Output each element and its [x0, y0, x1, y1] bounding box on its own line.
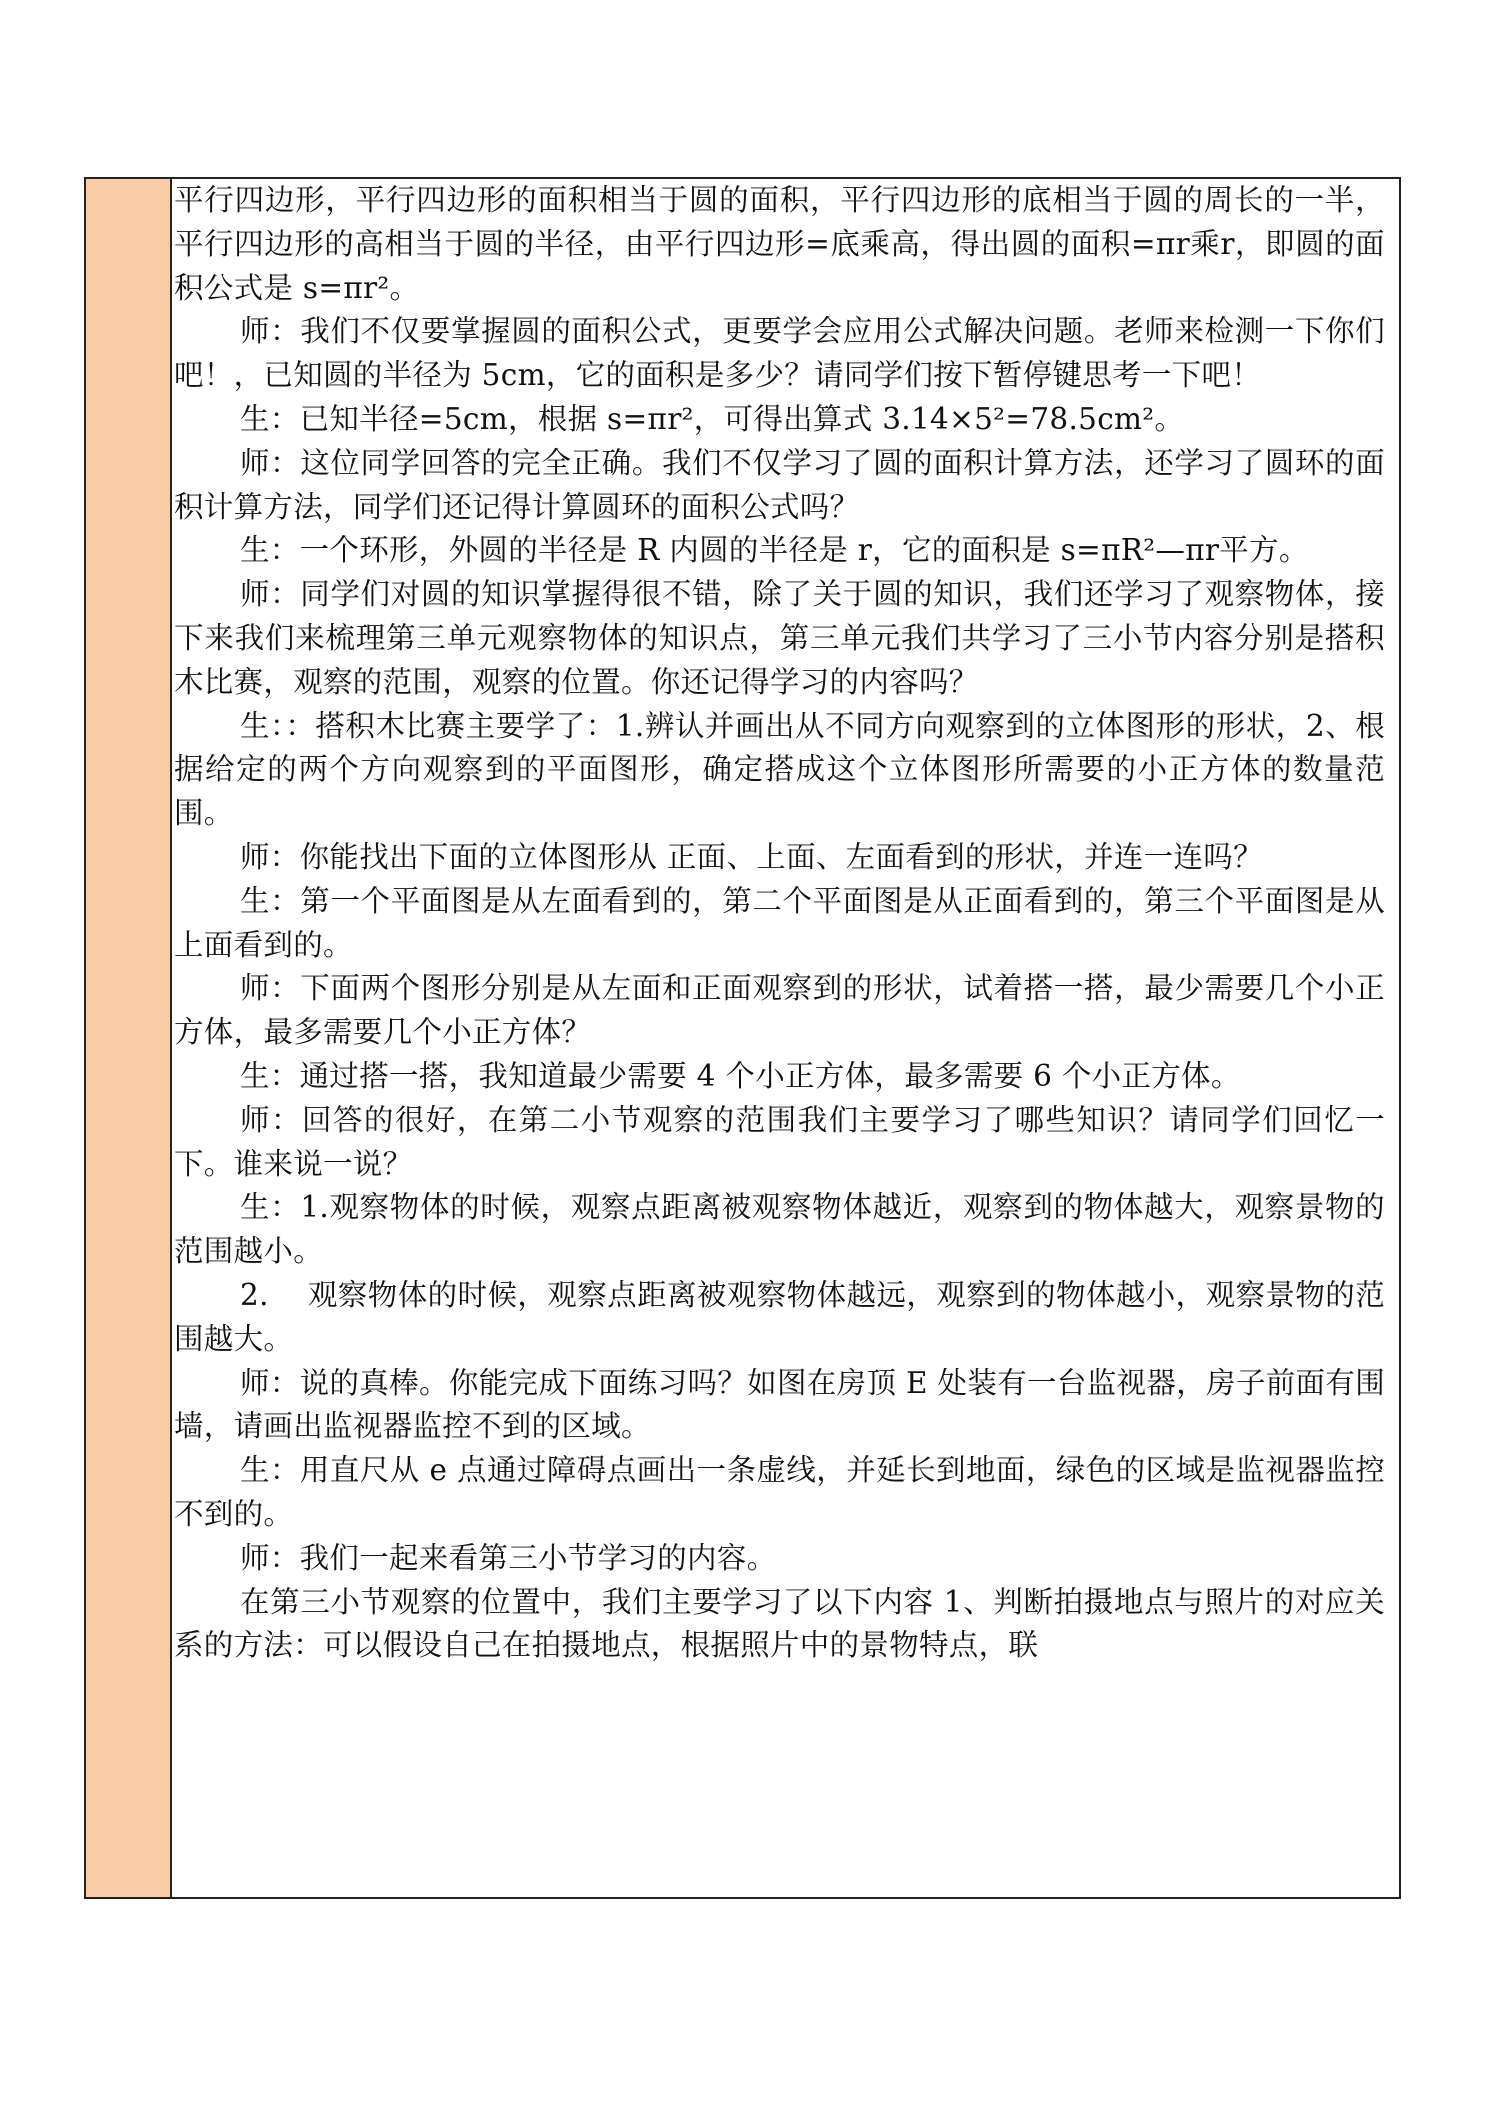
paragraph: 师：我们不仅要掌握圆的面积公式，更要学会应用公式解决问题。老师来检测一下你们吧！，已知圆的半径为 5cm，它的面积是多少？请同学们按下暂停键思考一下吧！ [174, 314, 1385, 393]
paragraph: 师：说的真棒。你能完成下面练习吗？如图在房顶 E 处装有一台监视器，房子前面有围墙，请画出监视器监控不到的区域。 [174, 1365, 1385, 1444]
paragraph: 生：第一个平面图是从左面看到的，第二个平面图是从正面看到的，第三个平面图是从上面看到的。 [174, 883, 1385, 962]
paragraph: 师：下面两个图形分别是从左面和正面观察到的形状，试着搭一搭，最少需要几个小正方体，最多需要几个小正方体？ [174, 971, 1385, 1050]
paragraph: 师：这位同学回答的完全正确。我们不仅学习了圆的面积计算方法，还学习了圆环的面积计算方法，同学们还记得计算圆环的面积公式吗？ [174, 445, 1385, 524]
paragraph: 生：用直尺从 e 点通过障碍点画出一条虚线，并延长到地面，绿色的区域是监视器监控不到的。 [174, 1453, 1385, 1531]
paragraph: 生：一个环形，外圆的半径是 R 内圆的半径是 r，它的面积是 s=πR²—πr平方。 [240, 533, 1309, 568]
paragraph: 平行四边形，平行四边形的面积相当于圆的面积，平行四边形的底相当于圆的周长的一半，平行四边形的高相当于圆的半径，由平行四边形=底乘高，得出圆的面积=πr乘r，即圆的面积公式是 s=πr²。 [174, 183, 1385, 305]
paragraph: 2. 观察物体的时候，观察点距离被观察物体越远，观察到的物体越小，观察景物的范围越大。 [174, 1277, 1385, 1356]
paragraph: 生：：搭积木比赛主要学了：1.辨认并画出从不同方向观察到的立体图形的形状，2、根据给定的两个方向观察到的平面图形，确定搭成这个立体图形所需要的小正方体的数量范围。 [174, 708, 1385, 831]
paragraph: 师：你能找出下面的立体图形从 正面、上面、左面看到的形状，并连一连吗？ [240, 839, 1263, 874]
paragraph: 师：回答的很好，在第二小节观察的范围我们主要学习了哪些知识？请同学们回忆一下。谁来说一说？ [174, 1102, 1385, 1181]
table-label-cell [86, 179, 172, 1897]
paragraph: 师：我们一起来看第三小节学习的内容。 [240, 1540, 777, 1575]
paragraph: 师：同学们对圆的知识掌握得很不错，除了关于圆的知识，我们还学习了观察物体，接下来我们来梳理第三单元观察物体的知识点，第三单元我们共学习了三小节内容分别是搭积木比赛，观察的范围，观察的位置。你还记得学习的内容吗？ [174, 577, 1385, 699]
paragraph: 在第三小节观察的位置中，我们主要学习了以下内容 1、判断拍摄地点与照片的对应关系的方法：可以假设自己在拍摄地点，根据照片中的景物特点，联 [174, 1584, 1385, 1663]
paragraph: 生：1.观察物体的时候，观察点距离被观察物体越近，观察到的物体越大，观察景物的范围越小。 [174, 1190, 1385, 1269]
lesson-table [84, 177, 1401, 1899]
table-content-cell [172, 179, 1399, 1897]
paragraph: 生：通过搭一搭，我知道最少需要 4 个小正方体，最多需要 6 个小正方体。 [240, 1058, 1241, 1093]
paragraph: 生：已知半径=5cm，根据 s=πr²，可得出算式 3.14×5²=78.5cm²。 [240, 401, 1185, 436]
